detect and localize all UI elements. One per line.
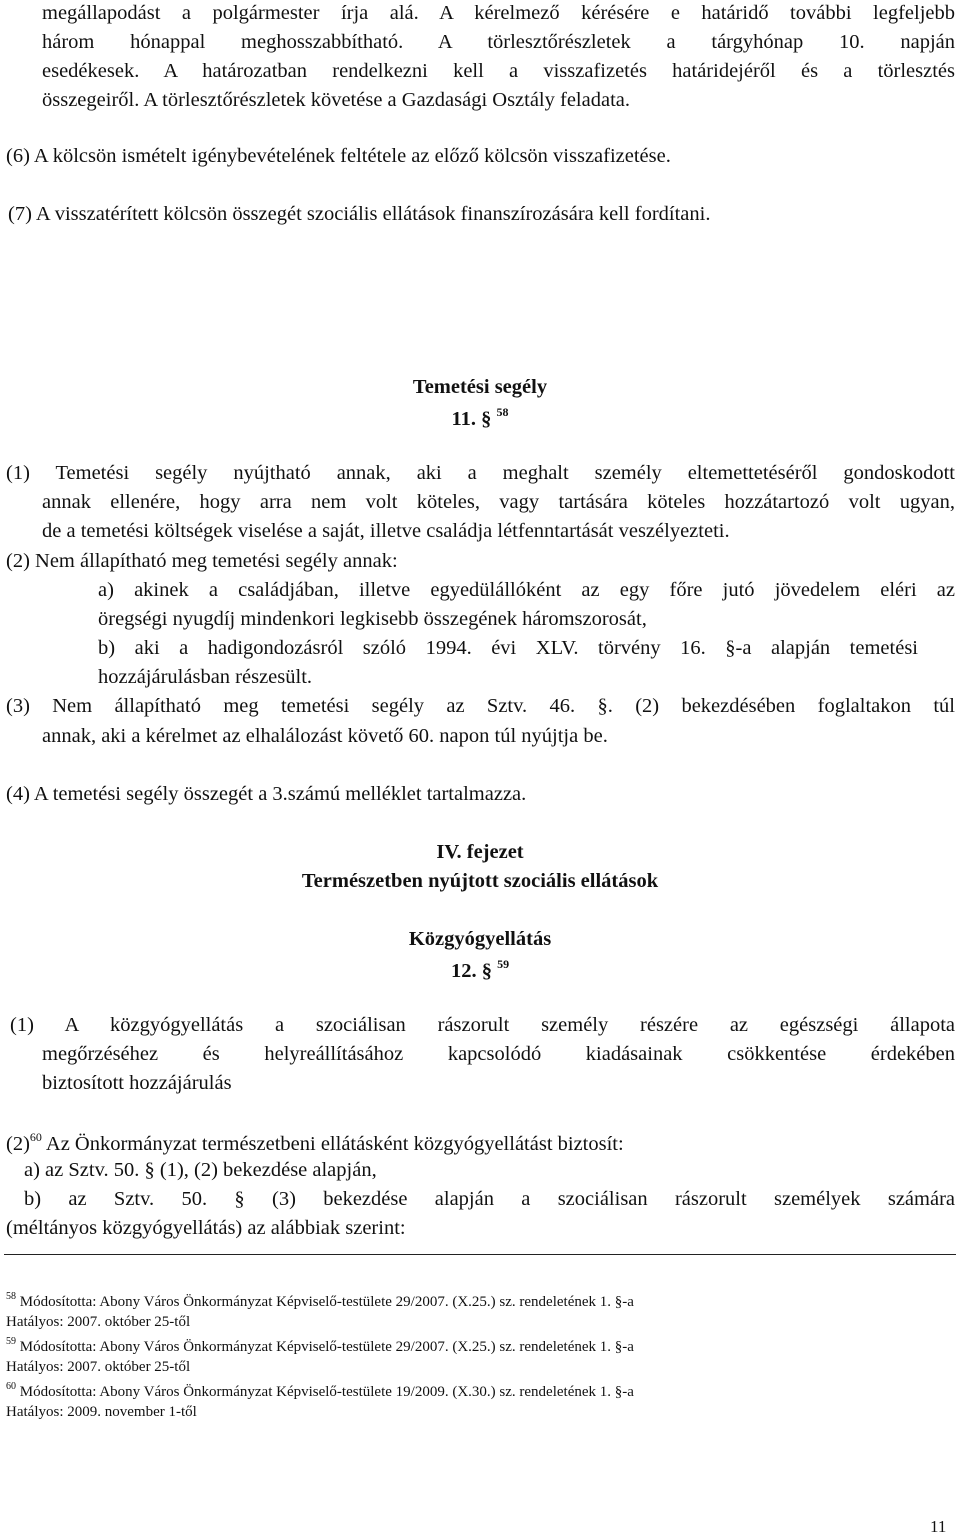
s12-paragraph-2-c: (méltányos közgyógyellátás) az alábbiak szerint: bbox=[6, 1217, 406, 1239]
paragraph-line: összegeiről. A törlesztőrészletek követése a Gazdasági Osztály feladata. bbox=[42, 89, 630, 111]
section-number-12: 12. § $^{59}$ bbox=[450, 957, 510, 982]
paragraph-line: megállapodást a polgármester írja alá. A kérelmező kérésére e határidő további legfeljebb bbox=[42, 2, 955, 24]
paragraph-7: (7) A visszatérített kölcsön összegét szociális ellátások finanszírozására kell fordítani. bbox=[8, 203, 711, 225]
footnote-divider bbox=[4, 1254, 956, 1255]
paragraph-line: három hónappal meghosszabbítható. A törlesztőrészletek a tárgyhónap 10. napján bbox=[42, 31, 955, 53]
footnote-60: $^{60}$ Módosította: Abony Város Önkormányzat Képviselő-testülete 19/2009. (X.30.) sz. rendeletének 1. §-a bbox=[6, 1381, 634, 1400]
s11-paragraph-1-line: (1) Temetési segély nyújtható annak, aki a meghalt személy eltemettetéséről gondoskodott bbox=[6, 462, 955, 484]
chapter-title: Természetben nyújtott szociális ellátások bbox=[301, 870, 659, 892]
paragraph-line: esedékesek. A határozatban rendelkezni kell a visszafizetés határidejéről és a törlesztés bbox=[42, 60, 955, 82]
footnote-59-effective: Hatályos: 2007. október 25-től bbox=[6, 1359, 191, 1375]
s11-paragraph-2-b: b) aki a hadigondozásról szóló 1994. évi XLV. törvény 16. §-a alapján temetési bbox=[98, 637, 918, 659]
s11-paragraph-2-a: a) akinek a családjában, illetve egyedülállóként az egy főre jutó jövedelem eléri az bbox=[98, 579, 955, 601]
page-number: 11 bbox=[930, 1517, 947, 1536]
footnote-58-effective: Hatályos: 2007. október 25-től bbox=[6, 1314, 191, 1330]
footnote-59: $^{59}$ Módosította: Abony Város Önkormányzat Képviselő-testülete 29/2007. (X.25.) sz. rendeletének 1. §-a bbox=[6, 1336, 634, 1355]
s11-paragraph-3: annak, aki a kérelmet az elhalálozást követő 60. napon túl nyújtja be. bbox=[42, 725, 608, 747]
s11-paragraph-1-line: annak ellenére, hogy arra nem volt köteles, vagy tartására köteles hozzátartozó volt ugyan, bbox=[42, 491, 955, 513]
s11-paragraph-4: (4) A temetési segély összegét a 3.számú melléklet tartalmazza. bbox=[6, 783, 527, 805]
footnote-60-effective: Hatályos: 2009. november 1-től bbox=[6, 1404, 197, 1420]
s11-paragraph-2-head: (2) Nem állapítható meg temetési segély annak: bbox=[6, 550, 398, 572]
s12-paragraph-1-line: biztosított hozzájárulás bbox=[42, 1072, 232, 1094]
s12-paragraph-2-b: b) az Sztv. 50. § (3) bekezdése alapján a szociálisan rászorult személyek számára bbox=[24, 1188, 955, 1210]
s12-paragraph-2-a: a) az Sztv. 50. § (1), (2) bekezdése alapján, bbox=[24, 1159, 377, 1181]
s11-paragraph-1-line: de a temetési költségek viselése a saját, illetve családja létfenntartását veszélyezteti. bbox=[42, 520, 730, 542]
section-title-temetesi-segely: Temetési segély bbox=[412, 376, 548, 398]
section-number-11: 11. § $^{58}$ bbox=[451, 405, 509, 430]
s12-paragraph-1-line: (1) A közgyógyellátás a szociálisan rászorult személy részére az egészségi állapota bbox=[10, 1014, 955, 1036]
footnote-58: $^{58}$ Módosította: Abony Város Önkormányzat Képviselő-testülete 29/2007. (X.25.) sz. rendeletének 1. §-a bbox=[6, 1291, 634, 1310]
s11-paragraph-2-b: hozzájárulásban részesült. bbox=[98, 666, 313, 688]
paragraph-6: (6) A kölcsön ismételt igénybevételének feltétele az előző kölcsön visszafizetése. bbox=[6, 145, 671, 167]
s12-paragraph-1-line: megőrzéséhez és helyreállításához kapcsolódó kiadásainak csökkentése érdekében bbox=[42, 1043, 955, 1065]
s11-paragraph-3: (3) Nem állapítható meg temetési segély az Sztv. 46. §. (2) bekezdésében foglaltakon túl bbox=[6, 695, 955, 717]
s12-paragraph-2-head: $(2)^{60}$ Az Önkormányzat természetbeni ellátásként közgyógyellátást biztosít: bbox=[6, 1130, 624, 1155]
chapter-number: IV. fejezet bbox=[436, 841, 524, 863]
section-title-kozgyogyellatas: Közgyógyellátás bbox=[408, 928, 552, 950]
s11-paragraph-2-a: öregségi nyugdíj mindenkori legkisebb összegének háromszorosát, bbox=[98, 608, 647, 630]
